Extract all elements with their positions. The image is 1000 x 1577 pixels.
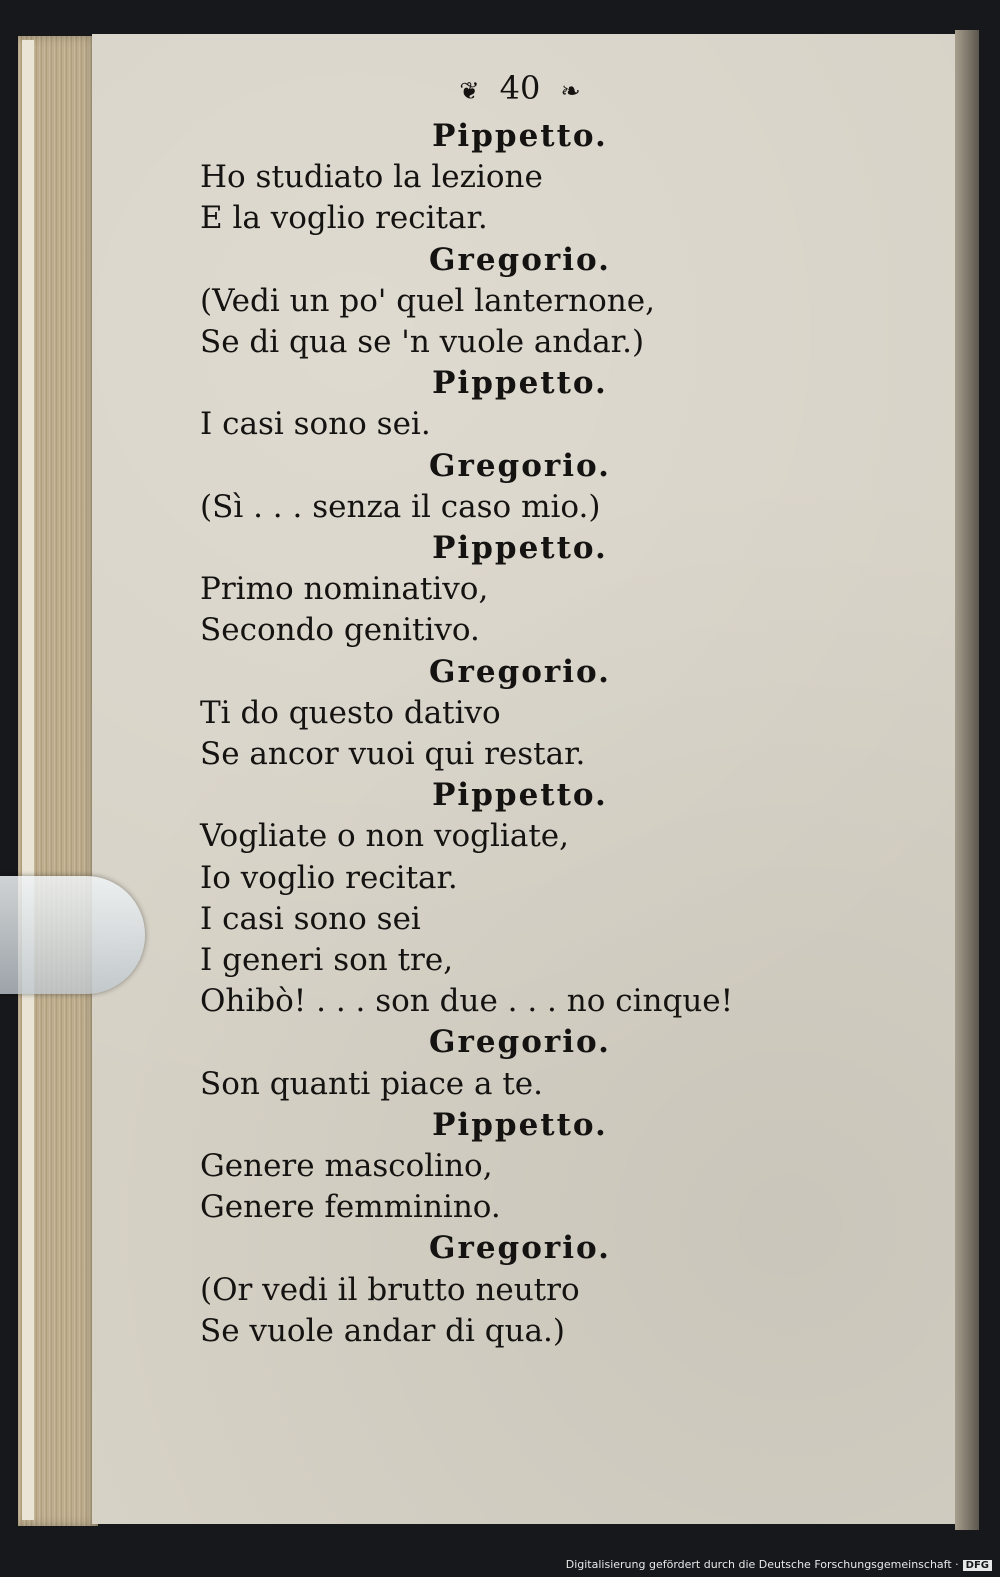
- verse-line: Genere mascolino,: [200, 1148, 493, 1185]
- speaker-name: Pippetto.: [432, 530, 608, 567]
- verse-line: (Or vedi il brutto neutro: [200, 1271, 580, 1308]
- page-text: [200, 60, 880, 1352]
- credit-text: Digitalisierung gefördert durch die Deutsche Forschungsgemeinschaft ·: [565, 1558, 959, 1571]
- verse-line: Ti do questo dativo: [200, 694, 501, 731]
- verse-line: I casi sono sei.: [200, 406, 431, 443]
- verse-line: Se ancor vuoi qui restar.: [200, 736, 586, 773]
- verse-line: Son quanti piace a te.: [200, 1065, 543, 1102]
- dfg-logo: DFG: [963, 1560, 992, 1571]
- verse-line: Vogliate o non vogliate,: [200, 818, 569, 855]
- speaker-name: Gregorio.: [429, 1024, 611, 1061]
- verse-line: E la voglio recitar.: [200, 200, 488, 237]
- verse-line: Primo nominativo,: [200, 571, 489, 608]
- speaker-name: Gregorio.: [429, 653, 611, 690]
- book-edge-highlight: [22, 40, 34, 1520]
- verse-lines: [200, 116, 880, 1352]
- verse-line: Genere femminino.: [200, 1189, 501, 1226]
- speaker-name: Gregorio.: [429, 1230, 611, 1267]
- verse-line: I generi son tre,: [200, 942, 454, 979]
- scanner-clip: [0, 876, 145, 994]
- page-header: [200, 60, 840, 116]
- verse-line: Ho studiato la lezione: [200, 159, 543, 196]
- speaker-name: Pippetto.: [432, 365, 608, 402]
- speaker-name: Pippetto.: [432, 1106, 608, 1143]
- digitization-credit: [566, 1558, 992, 1571]
- verse-line: Io voglio recitar.: [200, 859, 458, 896]
- verse-line: I casi sono sei: [200, 900, 421, 937]
- ornament-right-icon: ❧: [560, 76, 581, 105]
- speaker-name: Gregorio.: [429, 447, 611, 484]
- verse-line: (Sì . . . senza il caso mio.): [200, 488, 601, 525]
- verse-line: Ohibò! . . . son due . . . no cinque!: [200, 983, 734, 1020]
- page-gutter-shadow: [955, 30, 979, 1530]
- page-number: 40: [499, 69, 541, 107]
- verse-line: Secondo genitivo.: [200, 612, 480, 649]
- speaker-name: Gregorio.: [429, 241, 611, 278]
- ornament-left-icon: ❦: [459, 76, 480, 105]
- verse-line: Se di qua se 'n vuole andar.): [200, 324, 645, 361]
- verse-line: (Vedi un po' quel lanternone,: [200, 282, 655, 319]
- speaker-name: Pippetto.: [432, 118, 608, 154]
- speaker-name: Pippetto.: [432, 777, 608, 814]
- verse-line: Se vuole andar di qua.): [200, 1312, 565, 1349]
